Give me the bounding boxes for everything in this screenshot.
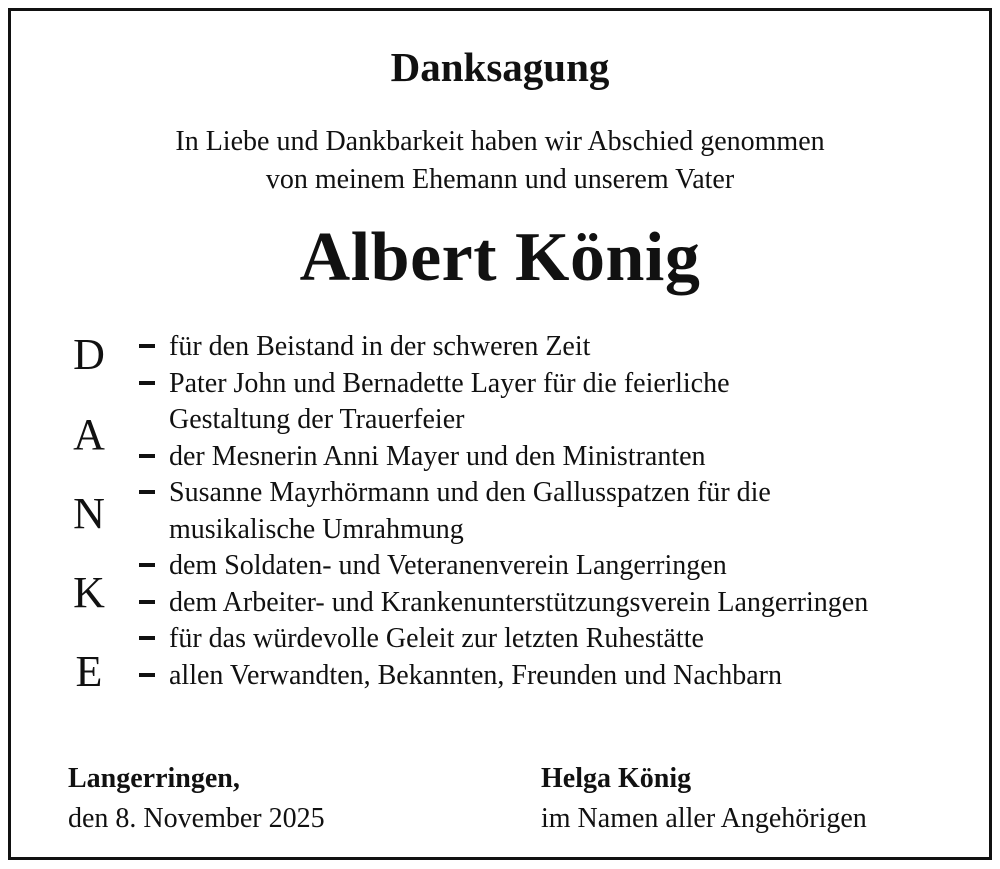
list-item xyxy=(136,585,976,622)
list-item-text: für das würdevolle Geleit zur letzten Ruhestätte xyxy=(169,623,704,654)
dash-bullet xyxy=(139,344,155,348)
list-item-text: dem Soldaten- und Veteranenverein Langerringen xyxy=(169,550,727,581)
dash-bullet xyxy=(139,600,155,604)
obituary-notice xyxy=(8,8,992,860)
danke-letter: D xyxy=(73,330,105,379)
list-item xyxy=(136,548,976,585)
place-date-block xyxy=(68,759,325,839)
list-item-text: Pater John und Bernadette Layer für die feierliche Gestaltung der Trauerfeier xyxy=(169,367,730,435)
date: den 8. November 2025 xyxy=(68,803,325,834)
list-item-text: für den Beistand in der schweren Zeit xyxy=(169,331,591,362)
dash-bullet xyxy=(139,673,155,677)
danke-letter: N xyxy=(73,489,105,538)
signer-name: Helga König xyxy=(541,763,692,794)
list-item xyxy=(136,329,976,366)
list-item-text: allen Verwandten, Bekannten, Freunden und Nachbarn xyxy=(169,659,782,691)
dash-bullet xyxy=(139,454,155,458)
list-item xyxy=(136,439,976,476)
deceased-name: Albert König xyxy=(299,219,701,296)
dash-bullet xyxy=(139,636,155,640)
dash-bullet xyxy=(139,381,155,385)
list-item xyxy=(136,475,909,548)
dash-bullet xyxy=(139,490,155,494)
list-item-text: Susanne Mayrhörmann und den Gallusspatzen für die musikalische Umrahmung xyxy=(169,477,771,545)
list-item-text: dem Arbeiter- und Krankenunterstützungsverein Langerringen xyxy=(169,586,869,618)
intro-line: von meinem Ehemann und unserem Vater xyxy=(265,164,735,195)
list-item xyxy=(136,621,976,658)
intro-line: In Liebe und Dankbarkeit haben wir Abschied genommen xyxy=(175,126,825,157)
list-item xyxy=(136,658,976,695)
signature-block xyxy=(541,759,867,839)
signer-note: im Namen aller Angehörigen xyxy=(541,803,867,834)
danke-letter: K xyxy=(73,568,105,617)
thanks-list xyxy=(136,329,976,694)
danke-letter: E xyxy=(75,647,103,696)
danke-letter: A xyxy=(73,410,105,459)
place: Langerringen, xyxy=(68,763,240,794)
dash-bullet xyxy=(139,563,155,567)
list-item-text: der Mesnerin Anni Mayer und den Ministranten xyxy=(169,440,706,472)
list-item xyxy=(136,366,849,439)
intro-text xyxy=(11,123,989,199)
notice-heading: Danksagung xyxy=(390,44,610,90)
